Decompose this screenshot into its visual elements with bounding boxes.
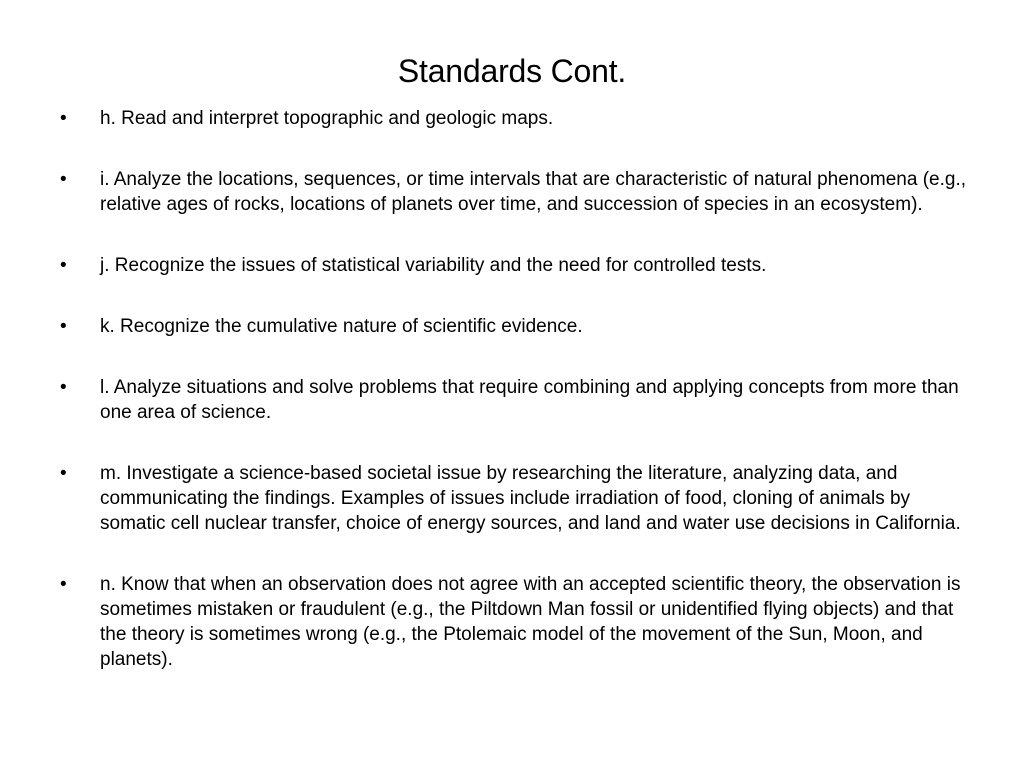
bullet-item-l — [60, 375, 970, 425]
bullet-item-n — [60, 572, 970, 672]
bullet-icon: • — [60, 574, 67, 595]
bullet-item-k — [60, 314, 970, 339]
bullet-item-h — [60, 106, 970, 131]
bullet-text: h. Read and interpret topographic and geologic maps. — [100, 108, 554, 129]
bullet-icon: • — [60, 463, 67, 484]
bullet-item-i — [60, 167, 970, 217]
bullet-list — [60, 106, 970, 672]
bullet-icon: • — [60, 169, 67, 190]
bullet-icon: • — [60, 108, 67, 129]
bullet-text: i. Analyze the locations, sequences, or time intervals that are characteristic of natural phenomena (e.g., relative ages of rocks, locations of planets over time, and succession of species in an ecosystem). — [100, 169, 967, 215]
bullet-text: m. Investigate a science-based societal issue by researching the literature, analyzing data, and communicating the findings. Examples of issues include irradiation of food, cloning of animals by somatic cell nuclear transfer, choice of energy sources, and land and water use decisions in California. — [100, 463, 961, 534]
bullet-icon: • — [60, 255, 67, 276]
bullet-icon: • — [60, 377, 67, 398]
bullet-item-m — [60, 461, 970, 536]
bullet-icon: • — [60, 316, 67, 337]
slide-title: Standards Cont. — [397, 53, 627, 89]
bullet-text: k. Recognize the cumulative nature of scientific evidence. — [100, 316, 583, 337]
bullet-text: n. Know that when an observation does not agree with an accepted scientific theory, the observation is sometimes mistaken or fraudulent (e.g., the Piltdown Man fossil or unidentified flying objects) and that the theory is sometimes wrong (e.g., the Ptolemaic model of the movement of the Sun, Moon, and planets). — [100, 574, 961, 670]
bullet-item-j — [60, 253, 970, 278]
bullet-text: l. Analyze situations and solve problems that require combining and applying concepts from more than one area of science. — [100, 377, 959, 423]
bullet-text: j. Recognize the issues of statistical variability and the need for controlled tests. — [100, 255, 767, 276]
